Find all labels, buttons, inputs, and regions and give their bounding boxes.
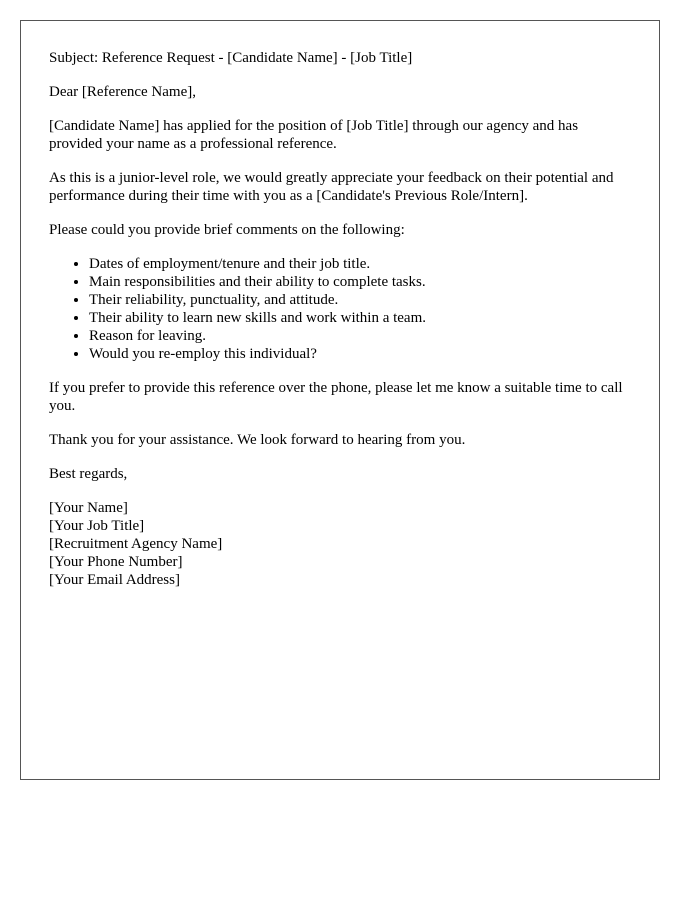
letter-container [20, 20, 660, 780]
signature-agency: [Recruitment Agency Name] [49, 536, 223, 552]
list-item: • Their reliability, punctuality, and attitude. [89, 291, 631, 309]
signature-phone: [Your Phone Number] [49, 554, 183, 570]
list-item: • Their ability to learn new skills and work within a team. [89, 309, 631, 327]
closing: Best regards, [49, 466, 128, 482]
request-paragraph: Please could you provide brief comments on the following: [49, 222, 405, 238]
greeting: Dear [Reference Name], [49, 84, 196, 100]
list-item: • Would you re-employ this individual? [89, 345, 631, 363]
phone-paragraph: If you prefer to provide this reference over the phone, please let me know a suitable time to call you. [49, 380, 623, 414]
signature-name: [Your Name] [49, 500, 128, 516]
list-item: • Reason for leaving. [89, 327, 631, 345]
signature-email: [Your Email Address] [49, 572, 180, 588]
subject-line: Subject: Reference Request - [Candidate Name] - [Job Title] [49, 50, 413, 66]
signature-block [49, 499, 631, 589]
role-paragraph: As this is a junior-level role, we would greatly appreciate your feedback on their potential and performance during their time with you as a [Candidate's Previous Role/Intern]. [49, 170, 614, 204]
intro-paragraph: [Candidate Name] has applied for the position of [Job Title] through our agency and has provided your name as a professional reference. [49, 118, 579, 152]
signature-job-title: [Your Job Title] [49, 518, 145, 534]
list-item: • Dates of employment/tenure and their job title. [89, 255, 631, 273]
list-item: • Main responsibilities and their ability to complete tasks. [89, 273, 631, 291]
comments-list [49, 255, 631, 363]
thanks-paragraph: Thank you for your assistance. We look forward to hearing from you. [49, 432, 466, 448]
